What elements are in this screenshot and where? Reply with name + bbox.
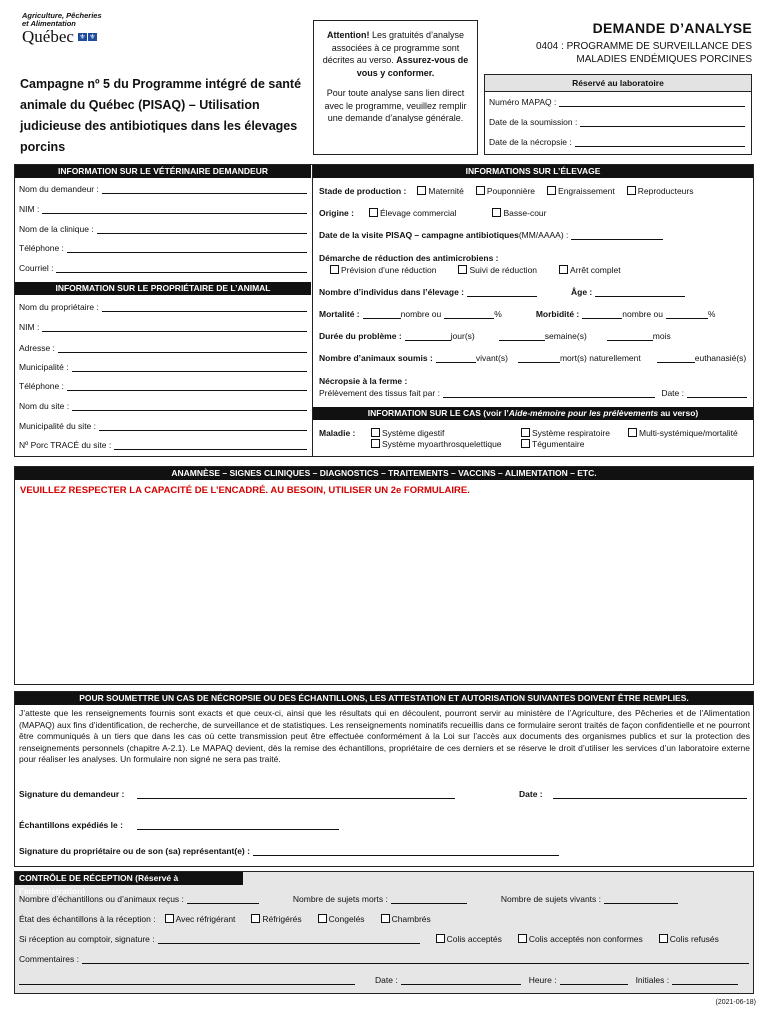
counter-signature-label: Si réception au comptoir, signature : [19,934,155,944]
origin-label: Origine : [319,208,354,218]
tissue-sampling-label: Prélèvement des tissus fait par : [319,388,440,398]
sample-state-label: État des échantillons à la réception : [19,914,156,924]
checkbox[interactable] [492,208,501,217]
necropsy-date-field[interactable] [575,138,745,147]
shipped-date-label: Échantillons expédiés le : [19,820,123,830]
form-header [486,20,752,66]
stage-option-nursery[interactable]: Pouponnière [476,186,535,196]
lab-reserved-box [484,74,752,155]
alive-count-field[interactable] [436,354,476,363]
checkbox[interactable] [371,439,380,448]
vet-name-label: Nom du demandeur : [19,184,99,194]
initials-field[interactable] [672,976,738,985]
comments-label: Commentaires : [19,954,79,964]
form-version: (2021-06-18) [715,999,756,1006]
farm-necropsy-date-field[interactable] [687,389,747,398]
production-stage-label: Stade de production : [319,186,407,196]
received-count-field[interactable] [187,895,259,904]
necropsy-date-label-2: Date : [661,388,684,398]
disease-label: Maladie : [319,428,356,438]
owner-nim-label: NIM : [19,322,40,332]
submission-date-field[interactable] [580,118,745,127]
reception-title: CONTRÔLE DE RÉCEPTION (Réservé à l’administration) [15,872,243,885]
euthanized-field[interactable] [657,354,695,363]
submitted-animals-label: Nombre d’animaux soumis : [319,353,433,363]
vet-section-title: INFORMATION SUR LE VÉTÉRINAIRE DEMANDEUR [15,165,311,178]
anamnesis-box[interactable] [14,466,754,685]
signature-date-label: Date : [519,789,543,799]
mapaq-number-field[interactable] [559,98,745,107]
case-section-title: INFORMATION SUR LE CAS (voir l’Aide-mémoire pour les prélèvements au verso) [313,407,753,420]
duration-days-field[interactable] [405,332,451,341]
owner-phone-field[interactable] [67,383,307,391]
submission-date-label: Date de la soumission : [489,117,578,127]
mortality-label: Mortalité : [319,309,360,319]
counter-signature-field[interactable] [158,935,420,944]
dead-count-field[interactable] [391,895,467,904]
duration-months-field[interactable] [607,332,653,341]
site-municipality-field[interactable] [99,423,307,431]
checkbox[interactable] [659,934,668,943]
quebec-logo [22,12,142,46]
stage-option-finishing[interactable]: Engraissement [547,186,615,196]
fleur-de-lis-flag-icon: ⚜ ⚜ [79,33,96,41]
logo-line-1: Agriculture, Pêcheries [22,11,102,20]
site-municipality-label: Municipalité du site : [19,421,97,431]
reception-date-label: Date : [375,975,398,985]
state-frozen[interactable]: Congelés [318,914,365,924]
owner-name-field[interactable] [102,304,307,312]
mapaq-number-label: Numéro MAPAQ : [489,97,557,107]
received-count-label: Nombre d’échantillons ou d’animaux reçus : [19,894,184,904]
state-room-temp[interactable]: Chambrés [381,914,431,924]
state-refrigerated[interactable]: Réfrigérés [251,914,301,924]
owner-address-label: Adresse : [19,343,55,353]
vet-name-field[interactable] [102,186,307,194]
checkbox[interactable] [521,428,530,437]
form-subtitle: 0404 : PROGRAMME DE SURVEILLANCE DES MALADIES ENDÉMIQUES PORCINES [536,41,752,65]
owner-municipality-label: Municipalité : [19,362,69,372]
attestation-text: J’atteste que les renseignements fournis sont exacts et que ceux-ci, ainsi que les résultats qui en découlent, pourront servir au ministère de l’Agriculture, des Pêcheries et de l’Alimentation (MAPAQ) aux fins d’identification, de recherche, de surveillance et de statistiques. Les renseignements nominatifs recueillis dans ce formulaire seront traités de façon confidentielle et ne pourront être communiqués à un tiers que dans les cas où cette transmission peut être effectuée conformément à la Loi sur l’accès aux documents des organismes publics et sur la protection des renseignements personnels (chapitre A-2.1). Le MAPAQ devient, dès la remise des échantillons, propriétaire de ces derniers et se réserve le droit d’utiliser les services d’un laboratoire externe pour réaliser les analyses. Un formulaire non signé ne sera pas traité. [19,708,750,764]
owner-municipality-field[interactable] [72,364,307,372]
checkbox[interactable] [251,914,260,923]
checkbox[interactable] [628,428,637,437]
farm-section-title: INFORMATIONS SUR L’ÉLEVAGE [313,165,753,178]
checkbox[interactable] [476,186,485,195]
initials-label: Initiales : [635,975,670,985]
parcel-accepted[interactable]: Colis acceptés [436,934,502,944]
checkbox[interactable] [518,934,527,943]
reduction-option-followup[interactable]: Suivi de réduction [458,265,537,275]
morbidity-count-field[interactable] [582,310,622,319]
checkbox[interactable] [330,265,339,274]
logo-wordmark: Québec [22,27,74,46]
checkbox[interactable] [417,186,426,195]
porc-trace-label: Nº Porc TRACÉ du site : [19,440,112,450]
attestation-title: POUR SOUMETTRE UN CAS DE NÉCROPSIE OU DES ÉCHANTILLONS, LES ATTESTATION ET AUTORISATION SUIVANTES DOIVENT ÊTRE REMPLIES. [15,692,753,705]
requester-signature-field[interactable] [137,790,455,799]
clinic-name-field[interactable] [97,226,307,234]
anamnesis-title: ANAMNÈSE – SIGNES CLINIQUES – DIAGNOSTICS – TRAITEMENTS – VACCINS – ALIMENTATION – ETC. [15,467,753,480]
reduction-label: Démarche de réduction des antimicrobiens : [319,253,499,263]
mortality-count-field[interactable] [363,310,401,319]
checkbox[interactable] [318,914,327,923]
reception-time-field[interactable] [560,976,628,985]
checkbox[interactable] [559,265,568,274]
reduction-option-planned[interactable]: Prévision d’une réduction [330,265,436,275]
checkbox[interactable] [547,186,556,195]
vet-nim-field[interactable] [42,206,307,214]
duration-weeks-field[interactable] [499,332,545,341]
herd-count-field[interactable] [467,288,537,297]
morbidity-percent-field[interactable] [666,310,708,319]
reception-date-field[interactable] [401,976,521,985]
lab-reserved-title: Réservé au laboratoire [485,75,751,92]
age-field[interactable] [595,288,685,297]
owner-nim-field[interactable] [42,324,307,332]
alive-received-field[interactable] [604,895,678,904]
parcel-nonconforming[interactable]: Colis acceptés non conformes [518,934,643,944]
tissue-sampler-field[interactable] [443,390,655,398]
checkbox[interactable] [458,265,467,274]
porc-trace-field[interactable] [114,442,307,450]
herd-count-label: Nombre d’individus dans l’élevage : [319,287,465,297]
signature-date-field[interactable] [553,790,747,799]
checkbox[interactable] [627,186,636,195]
necropsy-date-label: Date de la nécropsie : [489,137,572,147]
option-digestive[interactable]: Système digestif [371,428,502,439]
stage-option-breeders[interactable]: Reproducteurs [627,186,694,196]
natural-death-field[interactable] [518,354,560,363]
owner-signature-label: Signature du propriétaire ou de son (sa) représentant(e) : [19,846,250,856]
option-musculoskeletal[interactable]: Système myoarthrosquelettique [371,439,502,450]
reduction-option-stop[interactable]: Arrêt complet [559,265,621,275]
reception-time-label: Heure : [528,975,557,985]
visit-date-field[interactable] [571,231,663,240]
campaign-title: Campagne nº 5 du Programme intégré de santé animale du Québec (PISAQ) – Utilisation judicieuse des antibiotiques dans les élevages porcins [20,77,302,154]
owner-phone-label: Téléphone : [19,381,64,391]
vet-phone-label: Téléphone : [19,243,64,253]
comments-field[interactable] [82,956,749,964]
logo-line-2: et Alimentation [22,19,76,28]
checkbox[interactable] [381,914,390,923]
requester-signature-label: Signature du demandeur : [19,789,125,799]
checkbox[interactable] [436,934,445,943]
site-name-field[interactable] [72,403,307,411]
duration-label: Durée du problème : [319,331,402,341]
alive-received-label: Nombre de sujets vivants : [500,894,602,904]
stage-option-maternity[interactable]: Maternité [417,186,463,196]
clinic-name-label: Nom de la clinique : [19,224,94,234]
option-integumentary[interactable]: Tégumentaire [521,439,610,450]
dead-count-label: Nombre de sujets morts : [292,894,388,904]
checkbox[interactable] [371,428,380,437]
form-title: DEMANDE D’ANALYSE [592,20,752,36]
farm-necropsy-label: Nécropsie à la ferme : [319,376,408,386]
option-respiratory[interactable]: Système respiratoire [521,428,610,439]
option-multisystemic[interactable]: Multi-systémique/mortalité [628,428,738,439]
site-name-label: Nom du site : [19,401,70,411]
origin-option-commercial[interactable]: Élevage commercial [369,208,457,218]
checkbox[interactable] [369,208,378,217]
state-refrigerant[interactable]: Avec réfrigérant [165,914,236,924]
visit-date-label: Date de la visite PISAQ – campagne antibiotiques [319,230,519,240]
owner-address-field[interactable] [58,345,307,353]
vet-email-field[interactable] [56,265,307,273]
anamnesis-warning: VEUILLEZ RESPECTER LA CAPACITÉ DE L’ENCADRÉ. AU BESOIN, UTILISER UN 2e FORMULAIRE. [20,485,470,496]
owner-signature-field[interactable] [253,847,559,856]
morbidity-label: Morbidité : [535,309,580,319]
parcel-refused[interactable]: Colis refusés [659,934,719,944]
origin-option-backyard[interactable]: Basse-cour [492,208,546,218]
age-label: Âge : [571,287,593,297]
shipped-date-field[interactable] [137,821,339,830]
vet-nim-label: NIM : [19,204,40,214]
vet-email-label: Courriel : [19,263,54,273]
owner-name-label: Nom du propriétaire : [19,302,99,312]
disease-col-2 [521,428,610,450]
mortality-percent-field[interactable] [444,310,494,319]
disease-col-1 [371,428,502,450]
comments-field-line-2[interactable] [19,976,355,985]
checkbox[interactable] [165,914,174,923]
owner-section-title: INFORMATION SUR LE PROPRIÉTAIRE DE L’ANIMAL [15,282,311,295]
attention-box: Attention! Les gratuités d’analyse associées à ce programme sont décrites au verso. Assurez-vous de vous y conformer. Pour toute analyse sans lien direct avec le programme, veuillez remplir une demande d’analyse générale. [313,20,478,155]
vet-phone-field[interactable] [67,245,307,253]
checkbox[interactable] [521,439,530,448]
